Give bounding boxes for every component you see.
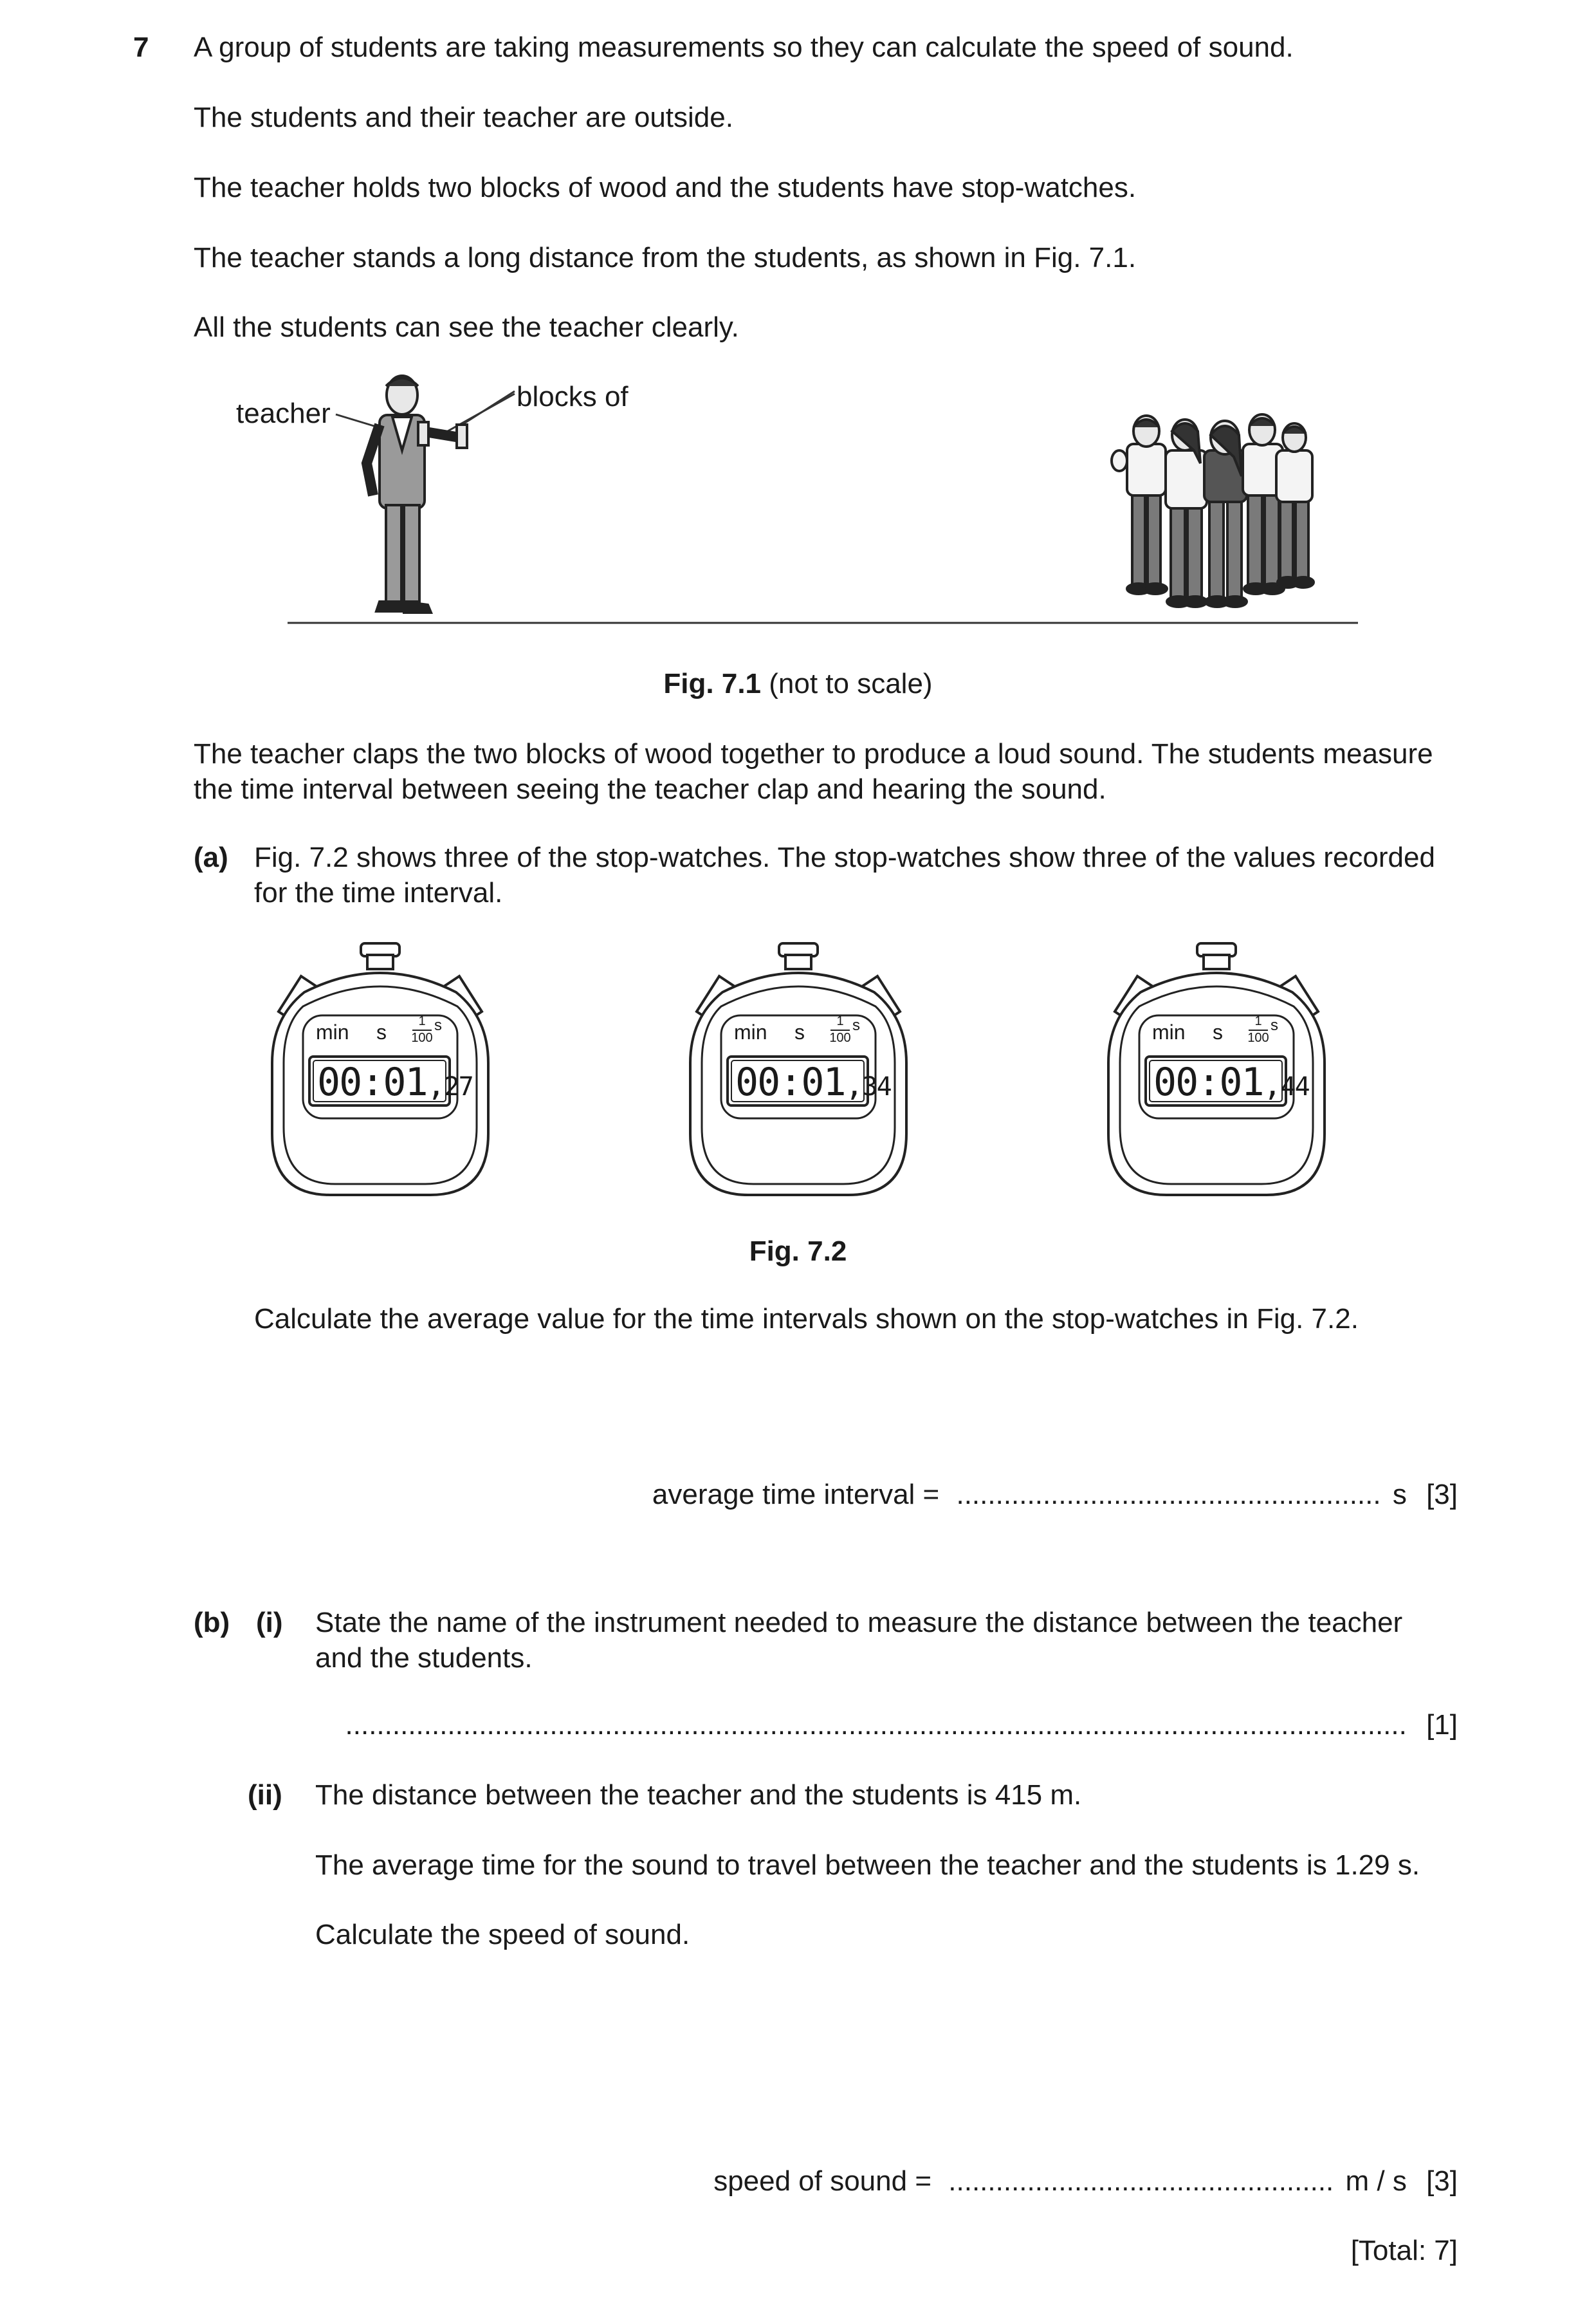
fig71-caption-rest: (not to scale) xyxy=(761,668,933,699)
stopwatch-main-digits: 00:01 xyxy=(735,1060,845,1105)
fig71-caption xyxy=(0,666,1596,702)
intro-line-4: The teacher stands a long distance from the students, as shown in Fig. 7.1. xyxy=(194,242,1137,273)
intro-line-2: The students and their teacher are outside. xyxy=(194,102,733,133)
speed-answer-unit: m / s xyxy=(1345,2165,1407,2197)
instrument-answer-field[interactable]: ....................................................................................................................................... xyxy=(345,1709,1407,1741)
teacher-figure xyxy=(367,376,467,613)
stopwatch-frac-den: 100 xyxy=(411,1031,433,1045)
stopwatch-min-label: min xyxy=(1152,1021,1186,1044)
stopwatch-hundredths: 27 xyxy=(444,1072,473,1102)
speed-answer-field[interactable]: ................................................. xyxy=(948,2165,1334,2197)
stopwatch-s-label: s xyxy=(794,1021,805,1044)
speed-answer-line xyxy=(713,2163,1458,2199)
stopwatch-min-label: min xyxy=(316,1021,349,1044)
stopwatch-main-digits: 00:01 xyxy=(1153,1060,1263,1105)
label-teacher: teacher xyxy=(236,398,331,429)
stopwatch-separator: , xyxy=(1263,1067,1281,1103)
speed-answer-marks: [3] xyxy=(1426,2165,1458,2197)
question-number: 7 xyxy=(133,32,149,63)
stopwatch-separator: , xyxy=(427,1067,445,1103)
average-answer-field[interactable]: ...................................................... xyxy=(956,1479,1381,1510)
intro-line-5: All the students can see the teacher clearly. xyxy=(194,311,739,343)
stopwatch-display xyxy=(1153,1060,1309,1106)
intro-line-1: A group of students are taking measurements so they can calculate the speed of sound. xyxy=(194,32,1294,63)
stopwatch-frac-num: 1 xyxy=(1254,1014,1262,1028)
stopwatch-separator: , xyxy=(845,1067,863,1103)
stopwatch-hundredths: 44 xyxy=(1280,1072,1309,1102)
average-answer-marks: [3] xyxy=(1426,1479,1458,1510)
fig72-caption: Fig. 7.2 xyxy=(749,1235,847,1267)
label-blocks-of: blocks of xyxy=(517,381,628,412)
average-answer-line xyxy=(652,1477,1458,1513)
intro-line-3: The teacher holds two blocks of wood and the students have stop-watches. xyxy=(194,172,1137,203)
average-answer-unit: s xyxy=(1392,1479,1407,1510)
part-b-i-label: (i) xyxy=(256,1607,283,1638)
stopwatch xyxy=(684,941,913,1198)
stopwatch-main-digits: 00:01 xyxy=(317,1060,427,1105)
part-b-ii-line-1: The distance between the teacher and the students is 415 m. xyxy=(315,1779,1082,1811)
stopwatch-frac-num: 1 xyxy=(418,1014,426,1028)
stopwatch-frac-unit: s xyxy=(852,1017,860,1034)
stopwatch-frac-num: 1 xyxy=(836,1014,844,1028)
part-b-label: (b) xyxy=(194,1607,230,1638)
stopwatch-min-label: min xyxy=(734,1021,767,1044)
students-group xyxy=(1112,414,1314,607)
fig71-caption-bold: Fig. 7.1 xyxy=(663,668,762,699)
stopwatch xyxy=(1102,941,1331,1198)
stopwatch-s-label: s xyxy=(1213,1021,1223,1044)
part-b-ii-label: (ii) xyxy=(248,1779,282,1811)
stopwatch-frac-den: 100 xyxy=(1247,1031,1269,1045)
part-a-instruction: Calculate the average value for the time intervals shown on the stop-watches in Fig. 7.2. xyxy=(254,1303,1359,1335)
clap-line-2: the time interval between seeing the teacher clap and hearing the sound. xyxy=(194,773,1106,805)
stopwatch-s-label: s xyxy=(376,1021,387,1044)
stopwatch-display xyxy=(735,1060,891,1106)
part-a-line-1: Fig. 7.2 shows three of the stop-watches. The stop-watches show three of the values recorded xyxy=(254,842,1435,873)
clap-line-1: The teacher claps the two blocks of wood together to produce a loud sound. The students measure xyxy=(194,738,1433,770)
speed-answer-label: speed of sound = xyxy=(713,2165,932,2197)
part-b-ii-line-3: Calculate the speed of sound. xyxy=(315,1919,690,1950)
stopwatch-frac-unit: s xyxy=(1270,1017,1278,1034)
part-a-label: (a) xyxy=(194,842,228,873)
instrument-answer-line xyxy=(345,1707,1458,1743)
part-a-line-2: for the time interval. xyxy=(254,877,503,909)
stopwatch-frac-den: 100 xyxy=(829,1031,851,1045)
part-b-i-line-2: and the students. xyxy=(315,1642,533,1674)
average-answer-label: average time interval = xyxy=(652,1479,940,1510)
total-marks: [Total: 7] xyxy=(1350,2235,1458,2266)
figure-7-1-illustration xyxy=(0,0,1596,643)
part-b-ii-line-2: The average time for the sound to travel between the teacher and the students is 1.29 s. xyxy=(315,1849,1420,1881)
stopwatch-frac-unit: s xyxy=(434,1017,442,1034)
stopwatch-hundredths: 34 xyxy=(862,1072,891,1102)
instrument-answer-marks: [1] xyxy=(1426,1709,1458,1741)
stopwatch-display xyxy=(317,1060,473,1106)
stopwatch xyxy=(266,941,495,1198)
part-b-i-line-1: State the name of the instrument needed to measure the distance between the teacher xyxy=(315,1607,1403,1638)
